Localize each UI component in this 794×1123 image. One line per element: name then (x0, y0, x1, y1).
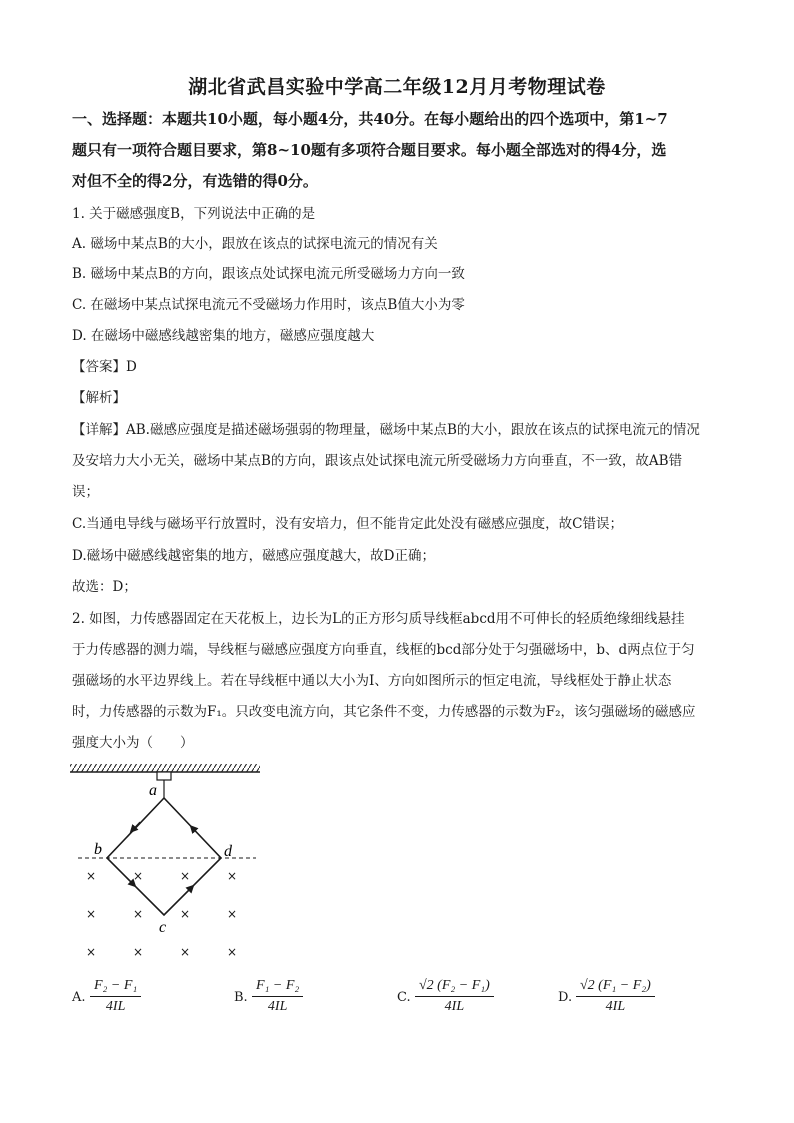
q1-detail-line3: 误； (72, 484, 99, 500)
field-mark: × (227, 907, 238, 921)
q1-answer: 【答案】D (72, 359, 137, 375)
field-mark: × (86, 945, 97, 959)
section-instructions-line3: 对但不全的得2分，有选错的得0分。 (72, 172, 318, 190)
ceiling-hatch (70, 764, 260, 772)
q1-stem: 1. 关于磁感强度B，下列说法中正确的是 (72, 206, 316, 222)
q2-option-b-key: B. (234, 990, 248, 1005)
label-c: c (159, 919, 167, 936)
q2-stem-line1: 2. 如图，力传感器固定在天花板上，边长为L的正方形匀质导线框abcd用不可伸长的轻质绝缘细线悬挂 (72, 611, 685, 627)
q1-option-a: A. 磁场中某点B的大小，跟放在该点的试探电流元的情况有关 (72, 236, 438, 252)
current-arrow-cd (184, 887, 192, 895)
q2-stem-line5: 强度大小为（ ） (72, 735, 194, 751)
label-a: a (149, 782, 157, 799)
section-instructions-line2: 题只有一项符合题目要求，第8~10题有多项符合题目要求。每小题全部选对的得4分，选 (72, 141, 667, 159)
q2-option-a-key: A. (72, 990, 86, 1005)
q2-option-d-key: D. (558, 990, 573, 1005)
current-arrow-da (192, 828, 200, 837)
q2-option-b-numerator: F₁ − F₂ (252, 978, 303, 997)
q2-option-d-denominator: 4IL (605, 999, 626, 1014)
field-mark: × (133, 907, 144, 921)
label-d: d (224, 843, 232, 860)
current-arrow-ab (132, 822, 140, 831)
square-wire-frame (107, 798, 221, 915)
q2-option-c-key: C. (397, 990, 411, 1005)
q2-stem-line3: 强磁场的水平边界线上。若在导线框中通以大小为I、方向如图所示的恒定电流，导线框处于静止状态 (72, 673, 672, 689)
q2-stem-line2: 于力传感器的测力端，导线框与磁感应强度方向垂直，线框的bcd部分处于匀强磁场中，b、d两点位于匀 (72, 642, 695, 658)
q2-option-a-numerator: F₂ − F₁ (90, 978, 141, 997)
label-b: b (94, 841, 102, 858)
q1-option-d: D. 在磁场中磁感线越密集的地方，磁感应强度越大 (72, 328, 375, 344)
field-mark: × (227, 945, 238, 959)
force-sensor (157, 772, 171, 780)
q1-option-b: B. 磁场中某点B的方向，跟该点处试探电流元所受磁场力方向一致 (72, 266, 465, 282)
q2-option-c-denominator: 4IL (444, 999, 465, 1014)
q2-option-b-denominator: 4IL (267, 999, 288, 1014)
q2-option-d-formula (576, 978, 655, 1015)
field-mark: × (180, 945, 191, 959)
field-mark: × (227, 869, 238, 883)
field-mark: × (180, 907, 191, 921)
field-mark: × (133, 945, 144, 959)
q1-detail-line5: D.磁场中磁感线越密集的地方，磁感应强度越大，故D正确； (72, 548, 435, 564)
field-mark: × (180, 869, 191, 883)
q2-option-a-denominator: 4IL (105, 999, 126, 1014)
field-mark: × (86, 907, 97, 921)
q1-choose: 故选：D； (72, 579, 137, 595)
page-title: 湖北省武昌实验中学高二年级12月月考物理试卷 (188, 76, 606, 98)
q2-option-a-formula (90, 978, 141, 1015)
section-instructions-line1: 一、选择题：本题共10小题，每小题4分，共40分。在每小题给出的四个选项中，第1~7 (72, 110, 668, 128)
q1-detail-line4: C.当通电导线与磁场平行放置时，没有安培力，但不能肯定此处没有磁感应强度，故C错误； (72, 516, 623, 532)
q2-option-c-numerator: √2 (F₂ − F₁) (415, 978, 494, 997)
q1-detail-line2: 及安培力大小无关，磁场中某点B的方向，跟该点处试探电流元所受磁场力方向垂直，不一致，故AB错 (72, 453, 683, 469)
q2-option-c-formula (415, 978, 494, 1015)
q2-stem-line4: 时，力传感器的示数为F₁。只改变电流方向，其它条件不变，力传感器的示数为F₂，该匀强磁场的磁感应 (72, 704, 696, 720)
q2-option-d-numerator: √2 (F₁ − F₂) (576, 978, 655, 997)
wire-frame-diagram (64, 760, 264, 960)
field-mark: × (86, 869, 97, 883)
q1-option-c: C. 在磁场中某点试探电流元不受磁场力作用时，该点B值大小为零 (72, 297, 465, 313)
q2-option-b-formula (252, 978, 303, 1015)
q1-analysis-heading: 【解析】 (72, 390, 126, 406)
q1-detail-line1: 【详解】AB.磁感应强度是描述磁场强弱的物理量，磁场中某点B的大小，跟放在该点的试探电流元的情况 (72, 422, 700, 438)
field-mark: × (133, 869, 144, 883)
